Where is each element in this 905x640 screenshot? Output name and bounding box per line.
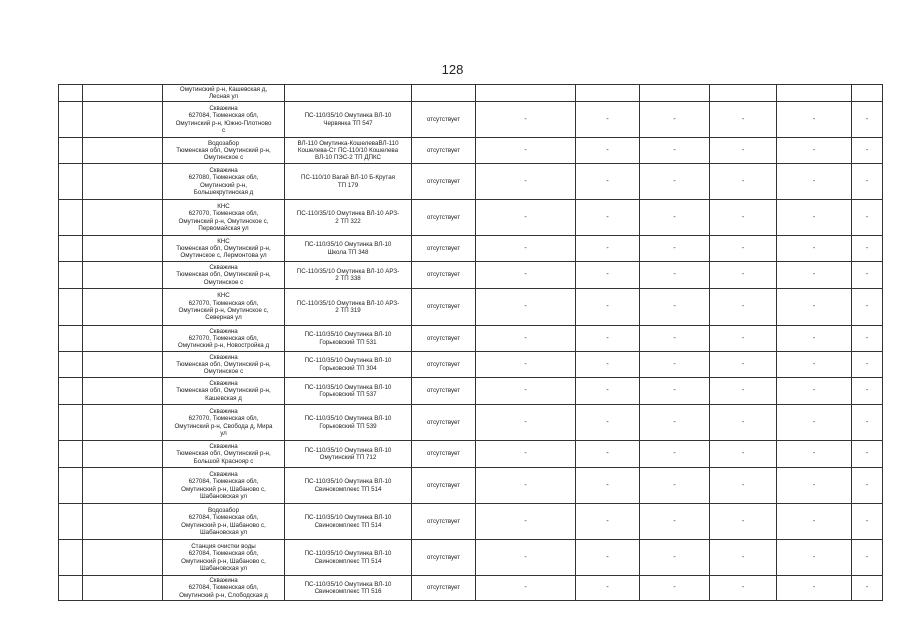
status-cell: отсутствует: [412, 102, 476, 138]
index-cell: [59, 200, 83, 236]
supply-line-cell: ПС-110/35/10 Омутинка ВЛ-10 Школа ТП 348: [285, 236, 412, 262]
group-cell: [83, 405, 163, 441]
table-row: [59, 102, 883, 138]
status-cell: отсутствует: [412, 289, 476, 326]
value-cell: -: [777, 164, 852, 200]
status-cell: отсутствует: [412, 164, 476, 200]
table-row: [59, 85, 883, 102]
table-row: [59, 289, 883, 326]
group-cell: [83, 352, 163, 378]
index-cell: [59, 441, 83, 468]
value-cell: -: [710, 289, 777, 326]
value-cell: -: [476, 352, 576, 378]
value-cell: -: [640, 262, 710, 289]
object-cell: КНС Тюменская обл, Омутинский р-н, Омутинское с, Лермонтова ул: [163, 236, 285, 262]
index-cell: [59, 468, 83, 504]
value-cell: -: [576, 200, 640, 236]
supply-line-cell: ПС-110/35/10 Омутинка ВЛ-10 Свинокомплекс ТП 514: [285, 504, 412, 540]
value-cell: -: [710, 164, 777, 200]
status-cell: отсутствует: [412, 352, 476, 378]
object-cell: Станция очистки воды 627084, Тюменская обл, Омутинский р-н, Шабаново с, Шабановская ул: [163, 540, 285, 576]
supply-line-cell: ПС-110/35/10 Омутинка ВЛ-10 Горьковский ТП 304: [285, 352, 412, 378]
status-cell: отсутствует: [412, 504, 476, 540]
value-cell: -: [852, 138, 883, 164]
index-cell: [59, 576, 83, 601]
group-cell: [83, 504, 163, 540]
table-row: [59, 378, 883, 405]
value-cell: -: [476, 441, 576, 468]
value-cell: -: [476, 289, 576, 326]
supply-line-cell: ПС-110/35/10 Омутинка ВЛ-10 АРЗ- 2 ТП 319: [285, 289, 412, 326]
group-cell: [83, 289, 163, 326]
table-row: [59, 200, 883, 236]
value-cell: -: [852, 441, 883, 468]
index-cell: [59, 262, 83, 289]
supply-line-cell: ПС-110/35/10 Омутинка ВЛ-10 Горьковский ТП 537: [285, 378, 412, 405]
value-cell: -: [777, 138, 852, 164]
supply-line-cell: ПС-110/35/10 Омутинка ВЛ-10 АРЗ- 2 ТП 338: [285, 262, 412, 289]
group-cell: [83, 262, 163, 289]
value-cell: -: [640, 200, 710, 236]
table-row: [59, 326, 883, 352]
status-cell: отсутствует: [412, 236, 476, 262]
value-cell: -: [710, 540, 777, 576]
value-cell: -: [576, 576, 640, 601]
group-cell: [83, 441, 163, 468]
value-cell: -: [852, 540, 883, 576]
status-cell: [412, 85, 476, 102]
object-cell: Скважина Тюменская обл, Омутинский р-н, Большой Краснояр с: [163, 441, 285, 468]
value-cell: -: [710, 352, 777, 378]
value-cell: -: [777, 468, 852, 504]
status-cell: отсутствует: [412, 262, 476, 289]
table-row: [59, 576, 883, 601]
value-cell: -: [476, 504, 576, 540]
value-cell: -: [576, 352, 640, 378]
table-body: [59, 85, 883, 601]
value-cell: -: [640, 289, 710, 326]
index-cell: [59, 352, 83, 378]
value-cell: -: [640, 405, 710, 441]
value-cell: -: [852, 326, 883, 352]
index-cell: [59, 85, 83, 102]
value-cell: -: [576, 540, 640, 576]
value-cell: [576, 85, 640, 102]
value-cell: -: [640, 540, 710, 576]
value-cell: -: [710, 576, 777, 601]
value-cell: -: [476, 102, 576, 138]
value-cell: -: [476, 236, 576, 262]
supply-line-cell: ПС-110/35/10 Омутинка ВЛ-10 Червянка ТП 547: [285, 102, 412, 138]
value-cell: -: [777, 405, 852, 441]
value-cell: -: [476, 262, 576, 289]
value-cell: -: [777, 576, 852, 601]
value-cell: -: [710, 326, 777, 352]
value-cell: -: [476, 405, 576, 441]
value-cell: -: [710, 102, 777, 138]
value-cell: -: [476, 164, 576, 200]
object-cell: Скважина Тюменская обл, Омутинский р-н, Омутинское с: [163, 262, 285, 289]
value-cell: -: [576, 236, 640, 262]
value-cell: -: [476, 468, 576, 504]
supply-line-cell: [285, 85, 412, 102]
value-cell: -: [710, 200, 777, 236]
value-cell: -: [852, 236, 883, 262]
value-cell: -: [777, 441, 852, 468]
object-cell: Скважина 627084, Тюменская обл, Омутинский р-н, Южно-Плотново с: [163, 102, 285, 138]
group-cell: [83, 102, 163, 138]
value-cell: -: [852, 352, 883, 378]
value-cell: -: [576, 405, 640, 441]
status-cell: отсутствует: [412, 576, 476, 601]
supply-line-cell: ПС-110/35/10 Омутинка ВЛ-10 Свинокомплекс ТП 514: [285, 468, 412, 504]
group-cell: [83, 236, 163, 262]
group-cell: [83, 326, 163, 352]
object-cell: КНС 627070, Тюменская обл, Омутинский р-н, Омутинское с, Первомайская ул: [163, 200, 285, 236]
page-number: 128: [441, 62, 464, 77]
table-row: [59, 236, 883, 262]
value-cell: -: [576, 102, 640, 138]
supply-line-cell: ПС-110/35/10 Омутинка ВЛ-10 Омутинский ТП 712: [285, 441, 412, 468]
object-cell: Скважина Тюменская обл, Омутинский р-н, Кашевская д: [163, 378, 285, 405]
group-cell: [83, 85, 163, 102]
value-cell: -: [476, 576, 576, 601]
table-row: [59, 352, 883, 378]
index-cell: [59, 138, 83, 164]
value-cell: -: [476, 138, 576, 164]
status-cell: отсутствует: [412, 326, 476, 352]
value-cell: -: [640, 378, 710, 405]
object-cell: Скважина 627084, Тюменская обл, Омутинский р-н, Шабаново с, Шабановская ул: [163, 468, 285, 504]
value-cell: -: [640, 576, 710, 601]
value-cell: -: [777, 236, 852, 262]
group-cell: [83, 378, 163, 405]
table-row: [59, 262, 883, 289]
group-cell: [83, 468, 163, 504]
value-cell: -: [576, 164, 640, 200]
value-cell: -: [640, 102, 710, 138]
index-cell: [59, 378, 83, 405]
value-cell: -: [852, 200, 883, 236]
table-row: [59, 405, 883, 441]
table-row: [59, 138, 883, 164]
object-cell: Скважина 627084, Тюменская обл, Омутинский р-н, Слободская д: [163, 576, 285, 601]
value-cell: -: [476, 200, 576, 236]
value-cell: -: [640, 164, 710, 200]
value-cell: -: [710, 236, 777, 262]
value-cell: -: [576, 504, 640, 540]
value-cell: -: [852, 289, 883, 326]
value-cell: [777, 85, 852, 102]
table-row: [59, 164, 883, 200]
value-cell: -: [710, 378, 777, 405]
value-cell: -: [576, 289, 640, 326]
object-cell: Скважина 627070, Тюменская обл, Омутинский р-н, Свобода д, Мира ул: [163, 405, 285, 441]
value-cell: [852, 85, 883, 102]
object-cell: Омутинский р-н, Кашевская д, Лесная ул: [163, 85, 285, 102]
value-cell: [710, 85, 777, 102]
index-cell: [59, 504, 83, 540]
index-cell: [59, 164, 83, 200]
document-table: [58, 84, 883, 601]
value-cell: -: [777, 200, 852, 236]
value-cell: -: [852, 262, 883, 289]
supply-line-cell: ПС-110/35/10 Омутинка ВЛ-10 АРЗ- 2 ТП 322: [285, 200, 412, 236]
value-cell: -: [476, 378, 576, 405]
value-cell: -: [640, 468, 710, 504]
value-cell: -: [710, 138, 777, 164]
index-cell: [59, 236, 83, 262]
object-cell: Скважина Тюменская обл, Омутинский р-н, Омутинское с: [163, 352, 285, 378]
table-row: [59, 441, 883, 468]
value-cell: -: [710, 262, 777, 289]
value-cell: -: [640, 441, 710, 468]
value-cell: -: [576, 378, 640, 405]
group-cell: [83, 200, 163, 236]
value-cell: -: [777, 352, 852, 378]
group-cell: [83, 164, 163, 200]
value-cell: -: [710, 468, 777, 504]
table-row: [59, 504, 883, 540]
value-cell: -: [640, 352, 710, 378]
index-cell: [59, 102, 83, 138]
table-row: [59, 540, 883, 576]
value-cell: -: [852, 576, 883, 601]
group-cell: [83, 576, 163, 601]
value-cell: -: [852, 468, 883, 504]
status-cell: отсутствует: [412, 405, 476, 441]
value-cell: -: [710, 441, 777, 468]
value-cell: [640, 85, 710, 102]
table-row: [59, 468, 883, 504]
value-cell: [476, 85, 576, 102]
value-cell: -: [852, 405, 883, 441]
value-cell: -: [576, 441, 640, 468]
value-cell: -: [640, 326, 710, 352]
value-cell: -: [777, 540, 852, 576]
value-cell: -: [576, 138, 640, 164]
group-cell: [83, 540, 163, 576]
value-cell: -: [777, 504, 852, 540]
supply-line-cell: ПС-110/35/10 Омутинка ВЛ-10 Свинокомплекс ТП 516: [285, 576, 412, 601]
value-cell: -: [852, 164, 883, 200]
supply-line-cell: ПС-110/35/10 Омутинка ВЛ-10 Свинокомплекс ТП 514: [285, 540, 412, 576]
value-cell: -: [710, 405, 777, 441]
value-cell: -: [576, 326, 640, 352]
status-cell: отсутствует: [412, 378, 476, 405]
status-cell: отсутствует: [412, 200, 476, 236]
value-cell: -: [852, 102, 883, 138]
value-cell: -: [777, 102, 852, 138]
supply-line-cell: ПС-110/10 Вагай ВЛ-10 Б-Крутая ТП 179: [285, 164, 412, 200]
value-cell: -: [710, 504, 777, 540]
value-cell: -: [576, 262, 640, 289]
value-cell: -: [777, 326, 852, 352]
value-cell: -: [777, 262, 852, 289]
value-cell: -: [476, 326, 576, 352]
value-cell: -: [777, 289, 852, 326]
index-cell: [59, 405, 83, 441]
supply-line-cell: ПС-110/35/10 Омутинка ВЛ-10 Горьковский ТП 531: [285, 326, 412, 352]
value-cell: -: [476, 540, 576, 576]
status-cell: отсутствует: [412, 468, 476, 504]
status-cell: отсутствует: [412, 540, 476, 576]
status-cell: отсутствует: [412, 441, 476, 468]
object-cell: КНС 627070, Тюменская обл, Омутинский р-н, Омутинское с, Северная ул: [163, 289, 285, 326]
supply-line-cell: ПС-110/35/10 Омутинка ВЛ-10 Горьковский ТП 539: [285, 405, 412, 441]
index-cell: [59, 540, 83, 576]
object-cell: Водозабор 627084, Тюменская обл, Омутинский р-н, Шабаново с, Шабановская ул: [163, 504, 285, 540]
value-cell: -: [852, 378, 883, 405]
index-cell: [59, 289, 83, 326]
value-cell: -: [640, 138, 710, 164]
value-cell: -: [852, 504, 883, 540]
status-cell: отсутствует: [412, 138, 476, 164]
index-cell: [59, 326, 83, 352]
value-cell: -: [777, 378, 852, 405]
supply-line-cell: ВЛ-110 Омутинка-КошелеваВЛ-110 Кошелева-Ст ПС-110/10 Кошелева ВЛ-10 ПЭС-2 ТП ДПКС: [285, 138, 412, 164]
value-cell: -: [576, 468, 640, 504]
value-cell: -: [640, 236, 710, 262]
object-cell: Скважина 627070, Тюменская обл, Омутинский р-н, Новостройка д: [163, 326, 285, 352]
object-cell: Водозабор Тюменская обл, Омутинский р-н, Омутинское с: [163, 138, 285, 164]
group-cell: [83, 138, 163, 164]
value-cell: -: [640, 504, 710, 540]
object-cell: Скважина 627080, Тюменская обл, Омутинский р-н, Большекрутинская д: [163, 164, 285, 200]
